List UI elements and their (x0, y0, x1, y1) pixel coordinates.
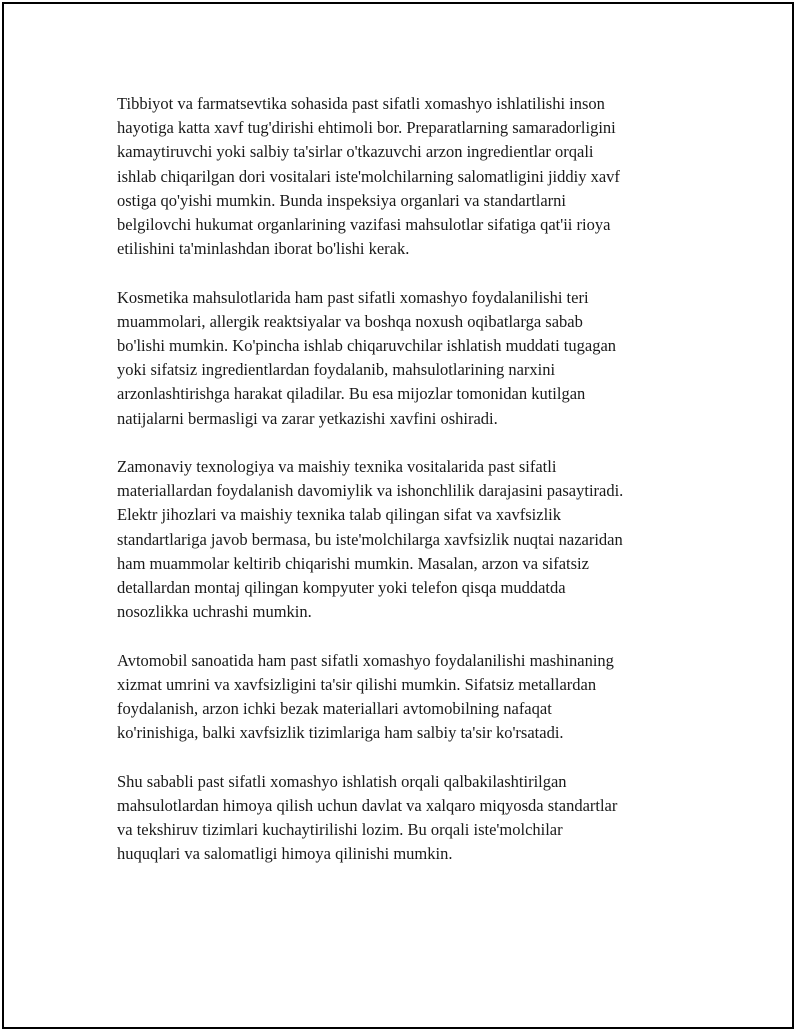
text-line: nosozlikka uchrashi mumkin. (117, 602, 312, 622)
text-line: foydalanish, arzon ichki bezak materiallari avtomobilning nafaqat (117, 699, 552, 719)
text-line: standartlariga javob bermasa, bu iste'molchilarga xavfsizlik nuqtai nazaridan (117, 529, 623, 549)
text-line: yoki sifatsiz ingredientlardan foydalanib, mahsulotlarining narxini (117, 360, 556, 380)
text-line: ishlab chiqarilgan dori vositalari iste'molchilarning salomatligini jiddiy xavf (117, 166, 620, 186)
text-line: mahsulotlardan himoya qilish uchun davlat va xalqaro miqyosda standartlar (117, 795, 618, 815)
text-line: muammolari, allergik reaktsiyalar va boshqa noxush oqibatlarga sabab (117, 311, 583, 331)
text-line: arzonlashtirishga harakat qiladilar. Bu esa mijozlar tomonidan kutilgan (117, 384, 586, 404)
text-line: detallardan montaj qilingan kompyuter yoki telefon qisqa muddatda (117, 578, 566, 598)
text-line: ham muammolar keltirib chiqarishi mumkin. Masalan, arzon va sifatsiz (117, 553, 589, 573)
text-line: kamaytiruvchi yoki salbiy ta'sirlar o'tkazuvchi arzon ingredientlar orqali (117, 142, 594, 162)
text-line: materiallardan foydalanish davomiylik va ishonchlilik darajasini pasaytiradi. (117, 481, 624, 501)
text-line: Shu sababli past sifatli xomashyo ishlatish orqali qalbakilashtirilgan (117, 771, 567, 791)
text-line: Elektr jihozlari va maishiy texnika talab qilingan sifat va xavfsizlik (117, 505, 561, 525)
paragraph-automotive (117, 649, 697, 746)
text-line: belgilovchi hukumat organlarining vazifasi mahsulotlar sifatiga qat'ii rioya (117, 215, 611, 235)
text-line: Avtomobil sanoatida ham past sifatli xomashyo foydalanilishi mashinaning (117, 650, 614, 670)
paragraph-technology (117, 455, 697, 624)
text-line: Tibbiyot va farmatsevtika sohasida past sifatli xomashyo ishlatilishi inson (117, 94, 605, 113)
text-line: huquqlari va salomatligi himoya qilinishi mumkin. (117, 844, 453, 864)
paragraph-medicine (117, 92, 697, 261)
text-line: va tekshiruv tizimlari kuchaytirilishi lozim. Bu orqali iste'molchilar (117, 820, 563, 840)
text-line: xizmat umrini va xavfsizligini ta'sir qilishi mumkin. Sifatsiz metallardan (117, 674, 597, 694)
text-line: bo'lishi mumkin. Ko'pincha ishlab chiqaruvchilar ishlatish muddati tugagan (117, 336, 617, 356)
text-line: Kosmetika mahsulotlarida ham past sifatli xomashyo foydalanilishi teri (117, 287, 589, 307)
document-body (117, 92, 697, 866)
text-line: etilishini ta'minlashdan iborat bo'lishi kerak. (117, 239, 410, 259)
paragraph-conclusion (117, 770, 697, 867)
paragraph-cosmetics (117, 286, 697, 431)
text-line: ko'rinishiga, balki xavfsizlik tizimlariga ham salbiy ta'sir ko'rsatadi. (117, 723, 564, 743)
text-line: hayotiga katta xavf tug'dirishi ehtimoli bor. Preparatlarning samaradorligini (117, 118, 616, 138)
text-line: natijalarni bermasligi va zarar yetkazishi xavfini oshiradi. (117, 408, 498, 428)
text-line: ostiga qo'yishi mumkin. Bunda inspeksiya organlari va standartlarni (117, 190, 567, 210)
text-line: Zamonaviy texnologiya va maishiy texnika vositalarida past sifatli (117, 457, 557, 477)
